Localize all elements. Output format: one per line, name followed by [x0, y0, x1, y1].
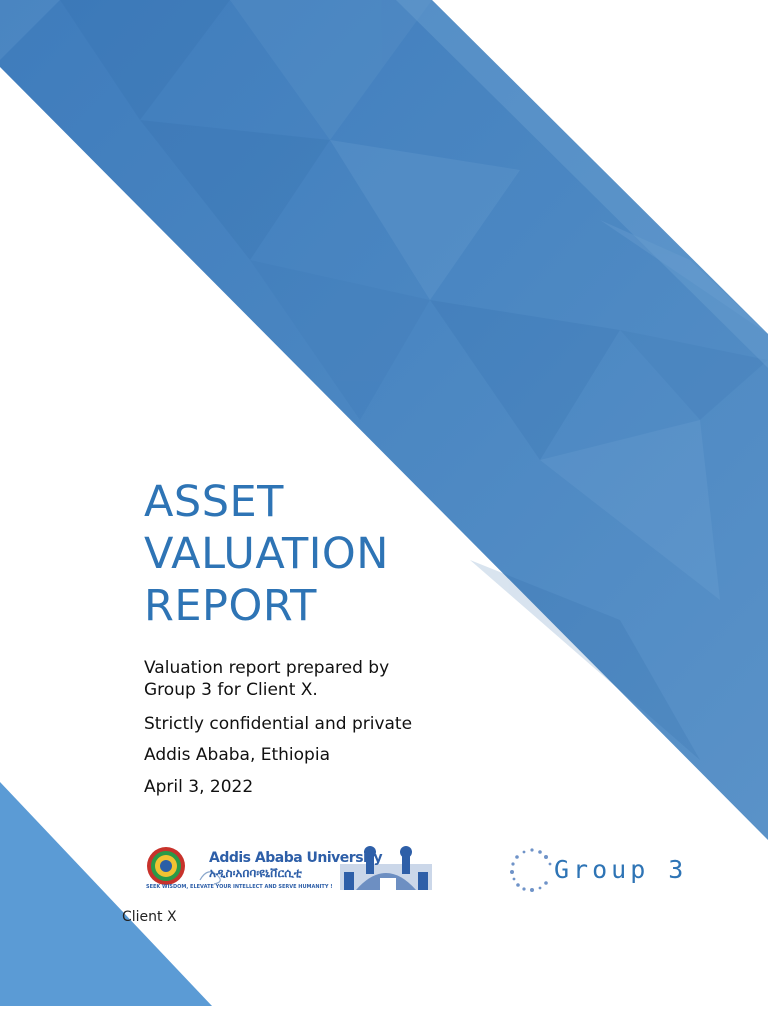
report-title [144, 476, 389, 632]
title-line: ASSET [144, 477, 284, 527]
title-line: VALUATION [144, 529, 389, 579]
corner-triangle [0, 782, 212, 1006]
report-subtitle: Valuation report prepared by Group 3 for Client X. [144, 658, 390, 700]
university-motto: SEEK WISDOM, ELEVATE YOUR INTELLECT AND SERVE HUMANITY ! [146, 884, 333, 890]
group-logo-ring-icon [508, 846, 556, 894]
group-name: Group 3 [554, 855, 688, 884]
client-label: Client X [122, 909, 177, 925]
confidentiality-note: Strictly confidential and private [144, 714, 413, 734]
university-name: Addis Ababa University [209, 850, 383, 866]
report-date: April 3, 2022 [144, 777, 254, 797]
university-name-amharic: አዲስ፡አበባ፡ዩኒቨርሲቲ [209, 866, 302, 880]
report-location: Addis Ababa, Ethiopia [144, 745, 330, 765]
title-line: REPORT [144, 581, 317, 631]
